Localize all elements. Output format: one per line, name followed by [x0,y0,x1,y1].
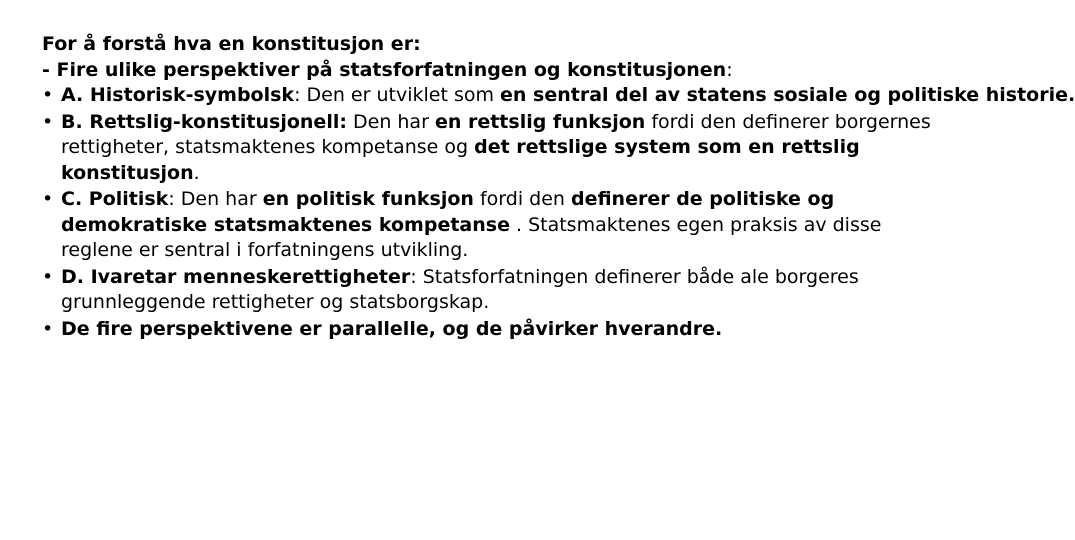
item-emphasis: definerer de politiske og demokratiske statsmaktenes kompetanse [61,188,835,236]
bullet-item-c: • C. Politisk: Den har en politisk funksjon fordi den definerer de politiske og demokratiske statsmaktenes kompetanse . Statsmaktenes egen praksis av disse reglene er sentral i forfatningens utvikling. [42,188,882,261]
item-label: D. Ivaretar menneskerettigheter [61,265,411,288]
item-text-segment: Den er utviklet som [306,84,501,106]
item-text-segment: Den har [346,110,435,133]
item-label: A. Historisk-symbolsk [61,84,295,106]
item-label: B. Rettslig-konstitusjonell: [61,110,347,133]
bullet-icon: • [42,188,54,210]
item-label: De fire perspektivene er parallelle, og de påvirker hverandre. [61,317,723,340]
bullet-icon: • [42,265,54,288]
item-label: C. Politisk [61,188,169,210]
bullet-item-b: • B. Rettslig-konstitusjonell: Den har en rettslig funksjon fordi den definerer borgernes rettigheter, statsmaktenes kompetanse og det rettslige system som en rettslig konstitusjon. [42,110,931,184]
item-text-segment: . Statsmaktenes egen praksis av disse reglene er sentral i forfatningens utvikling. [61,213,882,261]
item-text-segment: fordi den definerer borgernes rettigheter, statsmaktenes kompetanse og [61,110,931,158]
bullet-item-d: • D. Ivaretar menneskerettigheter: Statsforfatningen definerer både ale borgeres grunnleggende rettigheter og statsborgskap. [42,265,859,313]
bullet-icon: • [42,317,54,340]
subheading: - Fire ulike perspektiver på statsforfatningen og konstitusjonen: [42,58,733,81]
item-emphasis: en politisk funksjon [262,188,474,210]
item-text-segment: Statsforfatningen definerer både ale borgeres grunnleggende rettigheter og statsborgskap. [61,265,859,313]
bullet-item-a: • A. Historisk-symbolsk: Den er utviklet som en sentral del av statens sosiale og politiske historie. [42,83,942,109]
heading: For å forstå hva en konstitusjon er: [42,33,421,55]
bullet-item-summary [42,317,942,343]
item-emphasis: en rettslig funksjon [434,110,646,133]
item-text-segment: Den har [180,188,263,210]
item-text-segment: fordi den [473,188,571,210]
bullet-icon: • [42,110,54,133]
bullet-icon: • [42,84,54,106]
item-emphasis: en sentral del av statens sosiale og politiske historie. [500,84,1075,106]
item-emphasis: det rettslige system som en rettslig konstitusjon [61,136,860,184]
slide-content [42,32,1075,342]
